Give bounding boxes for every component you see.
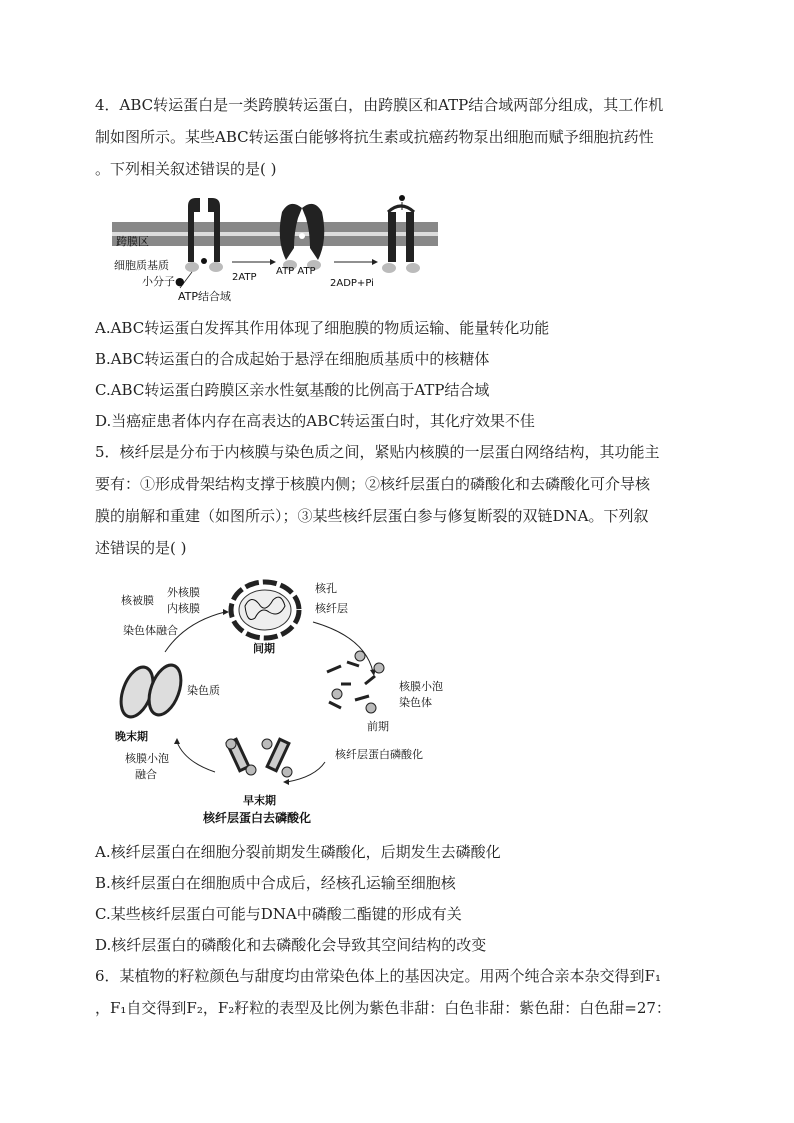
early-telophase-label: 早末期 [243,794,276,807]
membrane-label: 跨膜区 [116,235,149,248]
atp-pair-label: ATP ATP [276,266,316,277]
adp-out-label: 2ADP+Pi [330,278,374,289]
inner-membrane-label: 内核膜 [167,602,200,615]
q4-stem-line-2: 制如图所示。某些ABC转运蛋白能够将抗生素或抗癌药物泵出细胞而赋予细胞抗药性 [95,128,654,146]
vesicle-label: 核膜小泡 [399,680,443,693]
small-molecule-label: 小分子● [142,275,185,288]
q4-option-b: B.ABC转运蛋白的合成起始于悬浮在细胞质基质中的核糖体 [95,350,490,368]
q5-stem-line-2: 要有：①形成骨架结构支撑于核膜内侧；②核纤层蛋白的磷酸化和去磷酸化可介导核 [95,475,651,493]
q6-stem-line-1: 6．某植物的籽粒颜色与甜度均由常染色体上的基因决定。用两个纯合亲本杂交得到F₁ [95,967,661,985]
nuclear-lamina-label: 核纤层 [315,602,348,615]
interphase-label: 间期 [253,642,275,655]
q6-stem-line-2: ，F₁自交得到F₂，F₂籽粒的表型及比例为紫色非甜：白色非甜：紫色甜：白色甜=27： [95,999,671,1017]
atp-domain-label: ATP结合域 [178,290,232,303]
q5-option-d: D.核纤层蛋白的磷酸化和去磷酸化会导致其空间结构的改变 [95,936,487,954]
q5-stem-line-3: 膜的崩解和重建（如图所示）；③某些核纤层蛋白参与修复断裂的双链DNA。下列叙 [95,507,649,525]
abc-transporter-figure [110,192,440,304]
q5-stem-line-1: 5．核纤层是分布于内核膜与染色质之间，紧贴内核膜的一层蛋白网络结构，其功能主 [95,443,660,461]
q4-option-d: D.当癌症患者体内存在高表达的ABC转运蛋白时，其化疗效果不佳 [95,412,535,430]
q5-stem-line-4: 述错误的是( ) [95,539,187,557]
vesicle-fusion-label-1: 核膜小泡 [125,752,169,765]
q5-option-c: C.某些核纤层蛋白可能与DNA中磷酸二酯键的形成有关 [95,905,462,923]
q5-option-a: A.核纤层蛋白在细胞分裂前期发生磷酸化，后期发生去磷酸化 [95,843,501,861]
late-telophase-label: 晚末期 [115,730,148,743]
nuclear-envelope-label: 核被膜 [121,594,154,607]
outer-membrane-label: 外核膜 [167,586,200,599]
q5-option-b: B.核纤层蛋白在细胞质中合成后，经核孔运输至细胞核 [95,874,456,892]
prophase-label: 前期 [367,720,389,733]
phosphorylation-label: 核纤层蛋白磷酸化 [335,748,423,761]
chromosome-fusion-label: 染色体融合 [123,624,178,637]
q4-option-a: A.ABC转运蛋白发挥其作用体现了细胞膜的物质运输、能量转化功能 [95,319,550,337]
nuclear-lamina-cycle-figure [115,572,445,827]
q4-stem-line-1: 4．ABC转运蛋白是一类跨膜转运蛋白，由跨膜区和ATP结合域两部分组成，其工作机 [95,96,664,114]
q4-stem-line-3: 。下列相关叙述错误的是( ) [95,160,277,178]
chromatin-label: 染色质 [187,684,220,697]
cytoplasm-label: 细胞质基质 [114,259,169,272]
vesicle-fusion-label-2: 融合 [135,768,157,781]
dephosphorylation-label: 核纤层蛋白去磷酸化 [203,811,312,825]
chromosome-label: 染色体 [399,696,432,709]
nuclear-pore-label: 核孔 [315,582,337,595]
atp-in-label: 2ATP [232,272,257,283]
q4-option-c: C.ABC转运蛋白跨膜区亲水性氨基酸的比例高于ATP结合域 [95,381,490,399]
